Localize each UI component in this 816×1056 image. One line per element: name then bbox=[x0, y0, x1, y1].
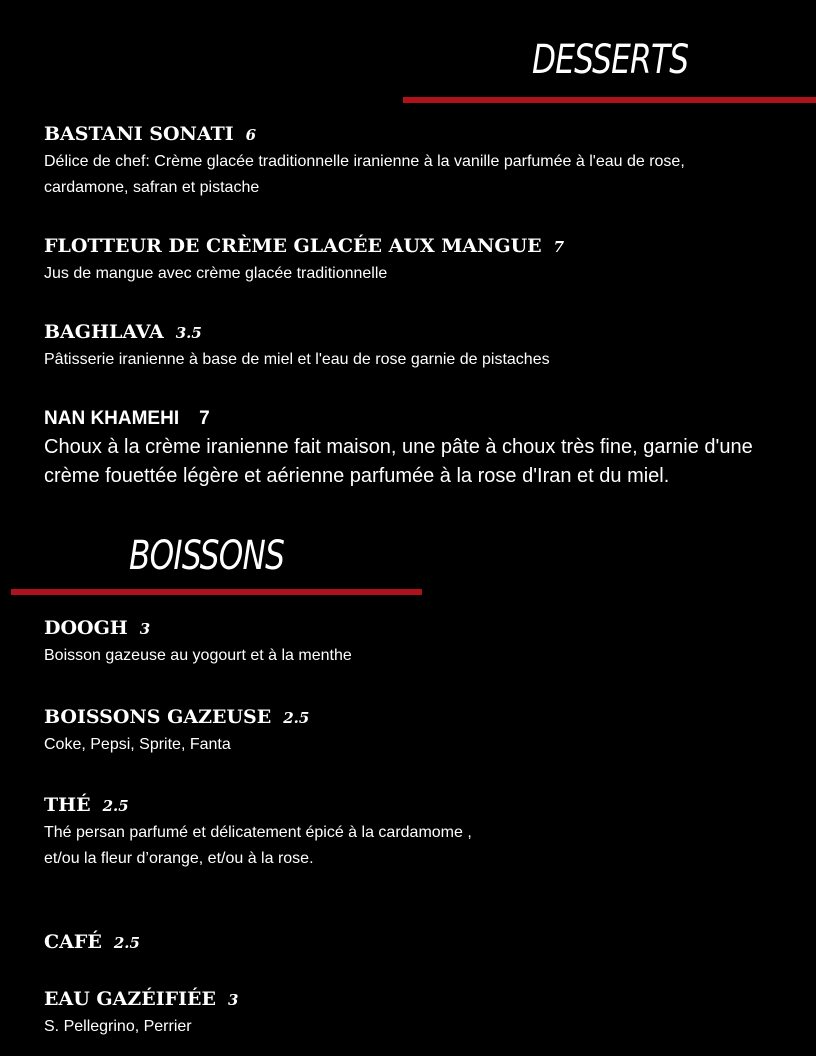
item-price: 3 bbox=[227, 991, 239, 1009]
desserts-divider bbox=[403, 97, 816, 103]
menu-item-baghlava bbox=[44, 320, 764, 373]
item-name: BOISSONS GAZEUSE bbox=[44, 706, 272, 728]
item-description: Pâtisserie iranienne à base de miel et l'eau de rose garnie de pistaches bbox=[44, 351, 550, 368]
item-name: FLOTTEUR DE CRÈME GLACÉE AUX MANGUE bbox=[44, 235, 542, 257]
item-price: 2.5 bbox=[283, 709, 310, 727]
item-name: DOOGH bbox=[44, 617, 128, 639]
item-description: S. Pellegrino, Perrier bbox=[44, 1018, 192, 1035]
item-price: 3.5 bbox=[175, 324, 202, 342]
item-description: Coke, Pepsi, Sprite, Fanta bbox=[44, 736, 231, 753]
boissons-divider bbox=[11, 589, 422, 595]
item-name: CAFÉ bbox=[44, 931, 102, 953]
item-name: NAN KHAMEHI bbox=[44, 408, 180, 429]
item-description: Jus de mangue avec crème glacée traditionnelle bbox=[44, 265, 388, 282]
item-price: 6 bbox=[245, 126, 257, 144]
item-description: Délice de chef: Crème glacée traditionnelle iranienne à la vanille parfumée à l'eau de rose, cardamone, safran et pistache bbox=[44, 153, 685, 196]
menu-item-eau-gazeifiee bbox=[44, 987, 764, 1040]
item-name: THÉ bbox=[44, 794, 91, 816]
menu-item-cafe bbox=[44, 930, 764, 955]
item-price: 3 bbox=[139, 620, 151, 638]
item-description: Thé persan parfumé et délicatement épicé à la cardamome , et/ou la fleur d’orange, et/ou à la rose. bbox=[44, 824, 472, 867]
item-price: 7 bbox=[199, 408, 210, 429]
menu-item-nan-khamehi bbox=[44, 407, 774, 491]
item-name: EAU GAZÉIFIÉE bbox=[44, 988, 216, 1010]
menu-item-flotteur bbox=[44, 234, 764, 287]
item-name: BASTANI SONATI bbox=[44, 123, 234, 145]
menu-item-bastani-sonati bbox=[44, 122, 764, 201]
item-description: Boisson gazeuse au yogourt et à la menthe bbox=[44, 647, 352, 664]
item-price: 2.5 bbox=[102, 797, 129, 815]
boissons-section-title: BOISSONS bbox=[129, 533, 285, 579]
item-price: 7 bbox=[553, 238, 565, 256]
item-name: BAGHLAVA bbox=[44, 321, 164, 343]
desserts-section-title: DESSERTS bbox=[532, 37, 689, 83]
item-price: 2.5 bbox=[113, 934, 140, 952]
menu-item-the bbox=[44, 793, 474, 872]
menu-item-boissons-gazeuse bbox=[44, 705, 764, 758]
menu-item-doogh bbox=[44, 616, 764, 669]
item-description: Choux à la crème iranienne fait maison, une pâte à choux très fine, garnie d'une crème fouettée légère et aérienne parfumée à la rose d'Iran et du miel. bbox=[44, 436, 753, 487]
